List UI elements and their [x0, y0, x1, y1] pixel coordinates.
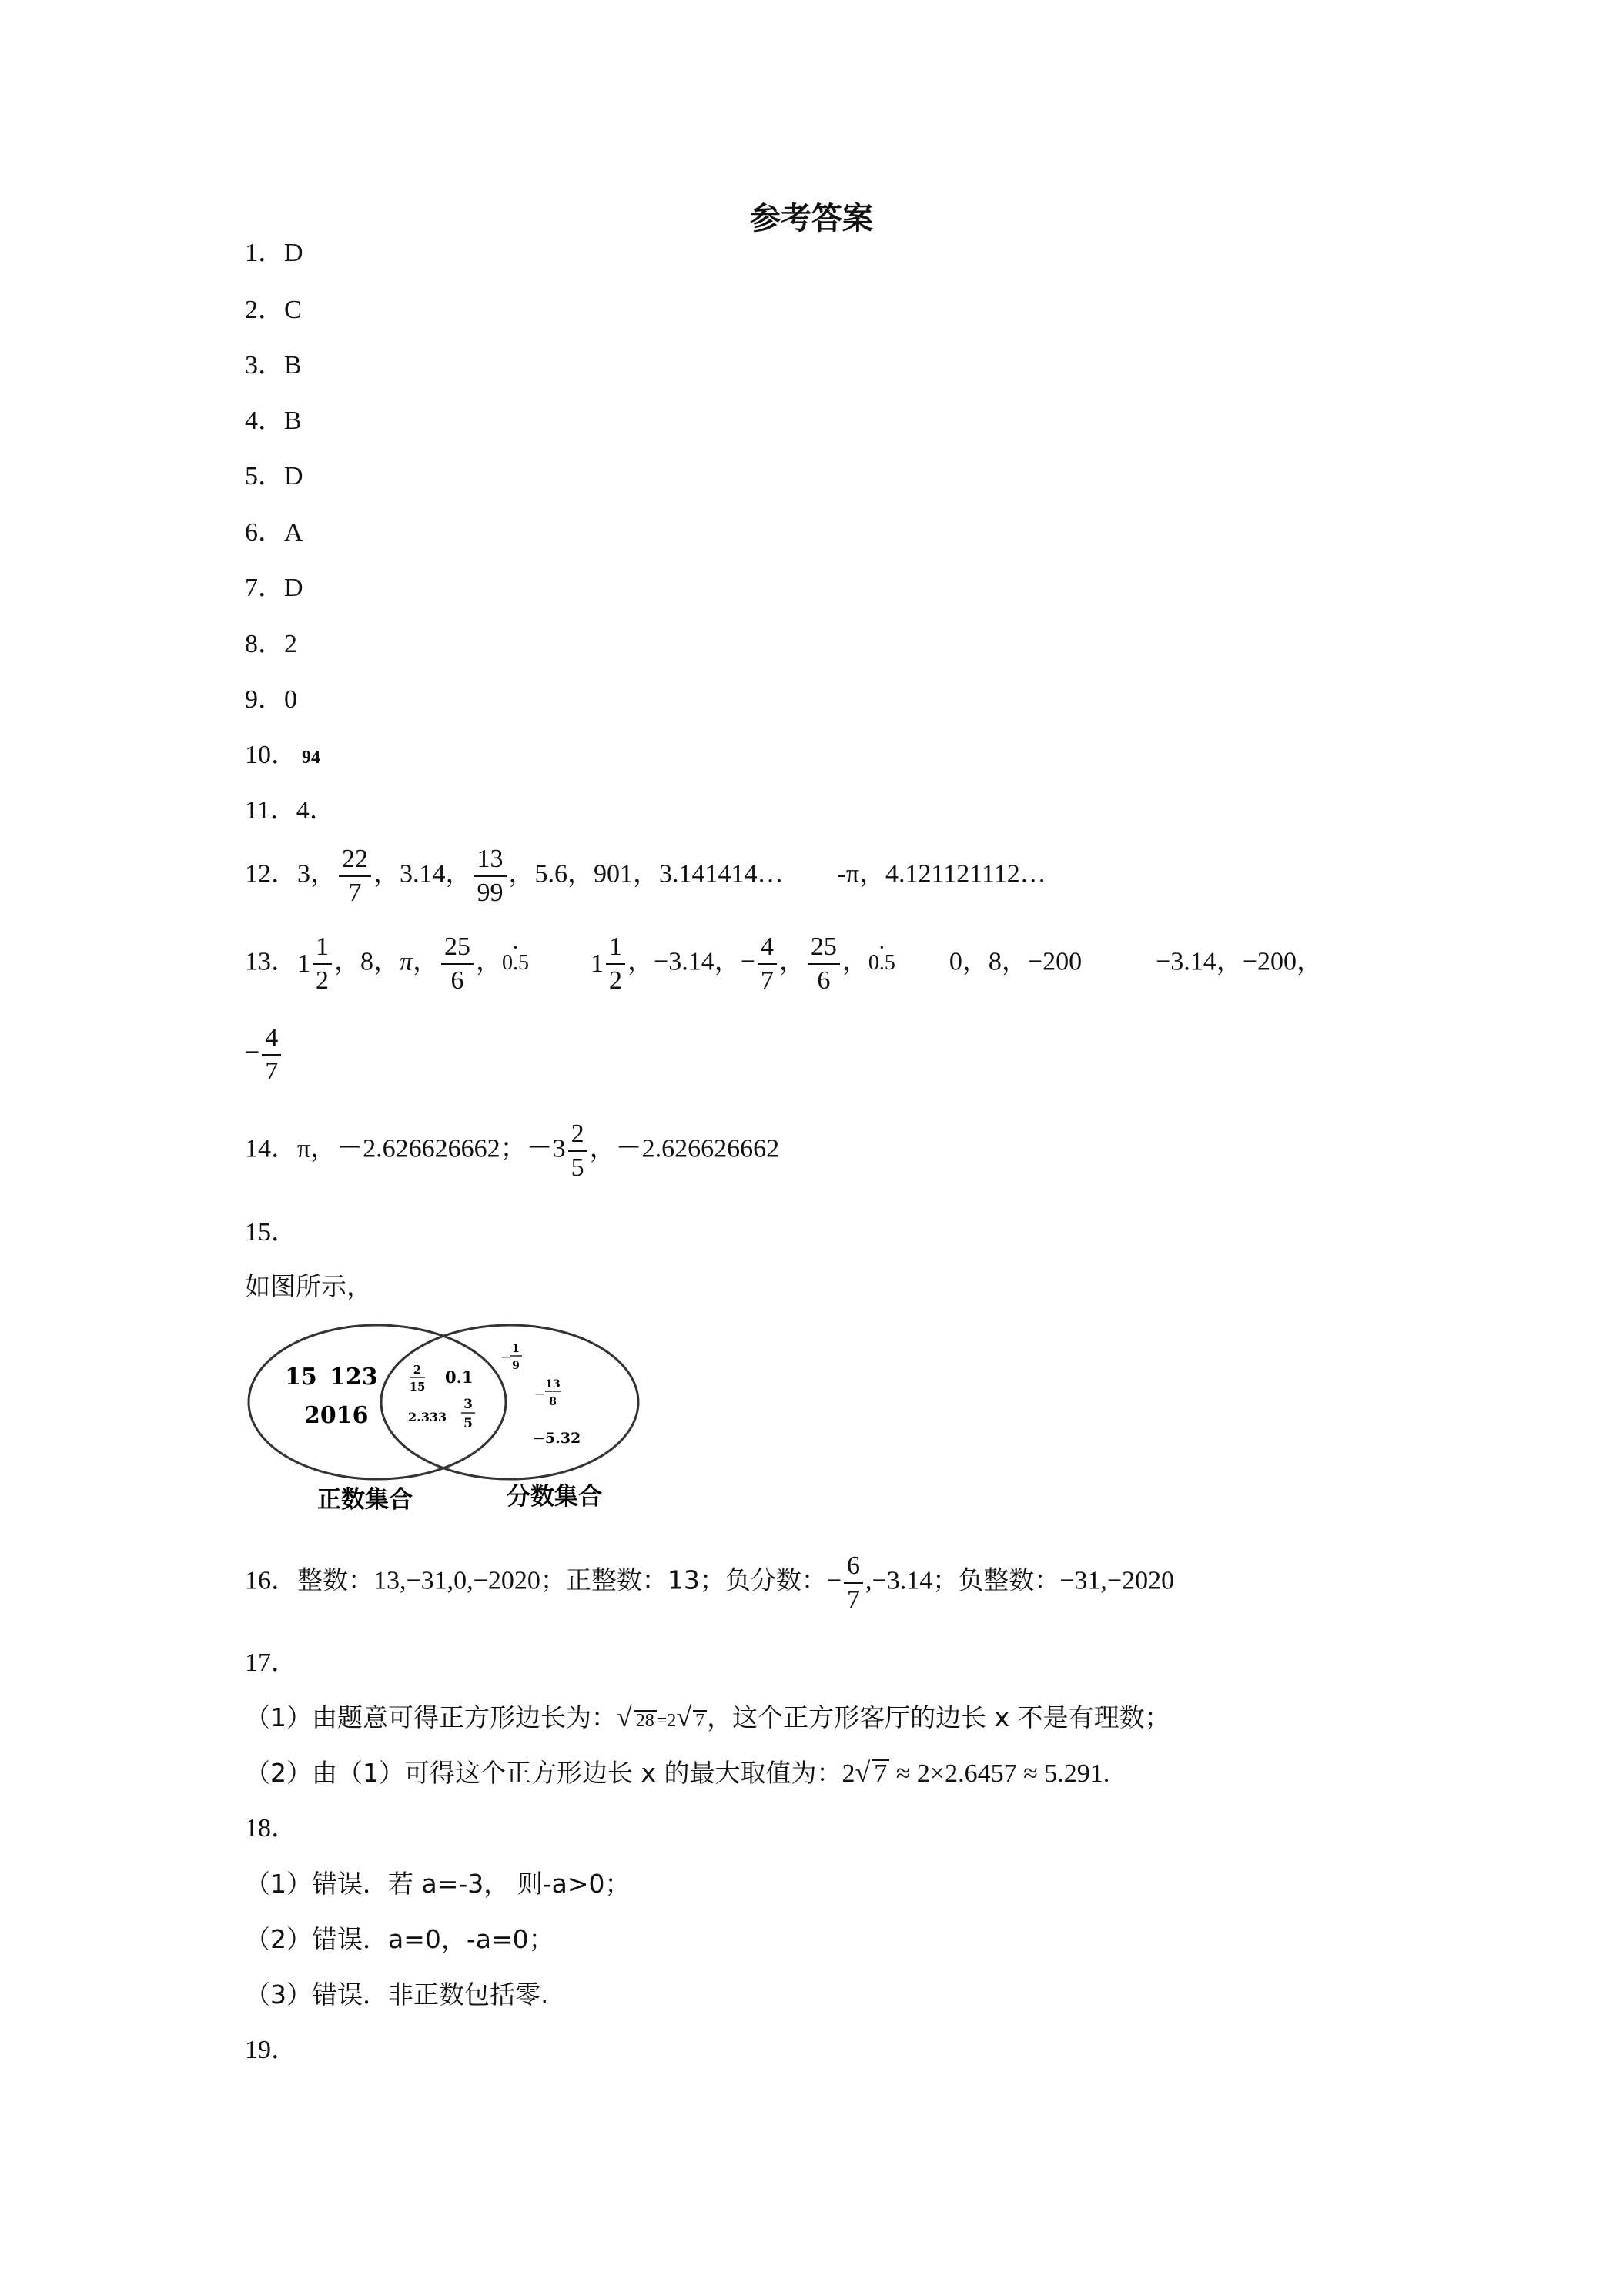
answer-text: D: [284, 462, 303, 490]
answer-5: [245, 464, 303, 490]
fraction: $\frac{22}{7}$: [339, 845, 371, 906]
answer-text: 4．: [296, 796, 336, 825]
answer-1: [245, 240, 303, 266]
answer-2: [245, 297, 302, 323]
set-value: 2016: [304, 1402, 369, 1429]
answer-text: D: [284, 574, 303, 602]
answer-text: C: [284, 296, 302, 324]
page-title: 参考答案: [750, 201, 873, 236]
answer-13: 13． 1 $\frac{1}{2}$ ，8，π， $\frac{25}{6}$ ，0.5 · 1 $\frac{1}{2}$ ，−3.14，− $\frac{4}{7}$ ， $\frac{25}{6}$ ，0.5 · 0，8，−200 −3.14，−200，: [245, 933, 1323, 994]
answer-text: ，5.6，901，3.141414…: [508, 859, 784, 889]
answer-18-part-1: （1）错误．若 a=-3， 则-a>0；: [245, 1869, 631, 1899]
answer-17: [245, 1650, 297, 1676]
answer-14: 14．π，－2.626626662；－3 $\frac{2}{5}$ ，－2.626626662: [245, 1120, 780, 1182]
answer-6: [245, 520, 303, 546]
mixed-number: 1 $\frac{1}{2}$: [297, 933, 334, 994]
answer-17-part-1: （1）由题意可得正方形边长为：√ 28 =2√ 7，这个正方形客厅的边长 x 不是有理数；: [245, 1702, 1170, 1732]
svg-text:5: 5: [463, 1416, 473, 1431]
answer-text: 2: [284, 630, 297, 658]
fraction: $\frac{6}{7}$: [844, 1552, 863, 1613]
svg-text:−: −: [500, 1350, 512, 1365]
answer-number: 9．: [245, 685, 284, 714]
svg-text:9: 9: [512, 1360, 520, 1372]
svg-text:3: 3: [463, 1397, 473, 1412]
fraction: $\frac{25}{6}$: [808, 933, 840, 994]
answer-number: 17．: [245, 1648, 297, 1677]
mixed-number: 1 $\frac{1}{2}$: [591, 933, 627, 994]
answer-text: 94: [302, 748, 320, 768]
fraction: $\frac{4}{7}$: [262, 1024, 281, 1085]
answer-number: 10．: [245, 741, 297, 769]
set-value: 123: [330, 1364, 378, 1391]
answer-number: 18．: [245, 1814, 297, 1842]
fraction: $\frac{13}{99}$: [474, 845, 507, 906]
svg-text:13: 13: [545, 1378, 561, 1391]
answer-15: [245, 1220, 297, 1246]
svg-text:2.333: 2.333: [408, 1410, 447, 1424]
answer-18: [245, 1816, 297, 1842]
answer-4: [245, 408, 302, 434]
answer-number: 5．: [245, 462, 284, 490]
answer-number: 19．: [245, 2036, 297, 2064]
answer-13-continued: − $\frac{4}{7}$: [245, 1024, 283, 1085]
svg-text:1: 1: [512, 1343, 520, 1355]
answer-15-text: 如图所示，: [245, 1271, 372, 1301]
answer-18-part-2: （2）错误．a=0，-a=0；: [245, 1924, 554, 1954]
answer-number: 7．: [245, 574, 284, 602]
answer-text: B: [284, 407, 302, 435]
repeating-decimal: 0.5 ·: [502, 952, 529, 976]
answer-19: [245, 2037, 297, 2063]
answer-10: [245, 742, 320, 768]
fraction: $\frac{25}{6}$: [441, 933, 474, 994]
answer-number: 15．: [245, 1218, 297, 1247]
answer-text: 0: [284, 685, 297, 714]
svg-text:8: 8: [549, 1396, 557, 1408]
answer-number: 6．: [245, 518, 284, 547]
answer-12: [245, 845, 1046, 906]
answer-number: 13．: [245, 947, 297, 976]
answer-7: [245, 575, 303, 601]
answer-8: [245, 631, 297, 658]
set-value: 15: [285, 1364, 317, 1391]
answer-number: 12．: [245, 859, 297, 889]
answer-number: 14．: [245, 1134, 297, 1163]
fraction-set-circle: [381, 1325, 638, 1479]
answer-text: 3，: [297, 859, 336, 889]
svg-text:15: 15: [409, 1380, 426, 1394]
answer-text: -π，4.121121112…: [837, 859, 1046, 889]
answer-11: [245, 798, 336, 824]
answer-text: ，3.14，: [373, 859, 472, 889]
answer-9: [245, 687, 297, 713]
svg-text:−5.32: −5.32: [533, 1430, 581, 1447]
answer-text: B: [284, 351, 302, 380]
svg-text:2: 2: [413, 1363, 422, 1377]
answer-number: 3．: [245, 351, 284, 380]
fraction: $\frac{2}{5}$: [568, 1120, 587, 1181]
answer-text: A: [284, 518, 303, 547]
answer-3: [245, 353, 302, 379]
svg-text:−: −: [534, 1387, 546, 1402]
answer-16: 16．整数：13,−31,0,−2020；正整数：13；负分数：− $\frac{6}{7}$ ,−3.14；负整数：−31,−2020: [245, 1551, 1175, 1614]
repeating-decimal: 0.5 ·: [868, 952, 895, 976]
answer-number: 8．: [245, 630, 284, 658]
svg-text:0.1: 0.1: [445, 1367, 474, 1387]
fraction-set-label: 分数集合: [507, 1483, 602, 1511]
answer-number: 11．: [245, 796, 296, 825]
answer-number: 4．: [245, 407, 284, 435]
answer-number: 2．: [245, 296, 284, 324]
answer-text: D: [284, 239, 303, 267]
fraction: $\frac{4}{7}$: [758, 933, 777, 994]
answer-17-part-2: （2）由（1）可得这个正方形边长 x 的最大取值为：2√ 7 ≈ 2×2.6457 ≈ 5.291.: [245, 1757, 1110, 1788]
venn-diagram: [245, 1321, 661, 1514]
answer-number: 16．: [245, 1566, 297, 1595]
answer-number: 1．: [245, 239, 284, 267]
answer-18-part-3: （3）错误．非正数包括零.: [245, 1980, 549, 2010]
positive-set-label: 正数集合: [317, 1486, 413, 1514]
